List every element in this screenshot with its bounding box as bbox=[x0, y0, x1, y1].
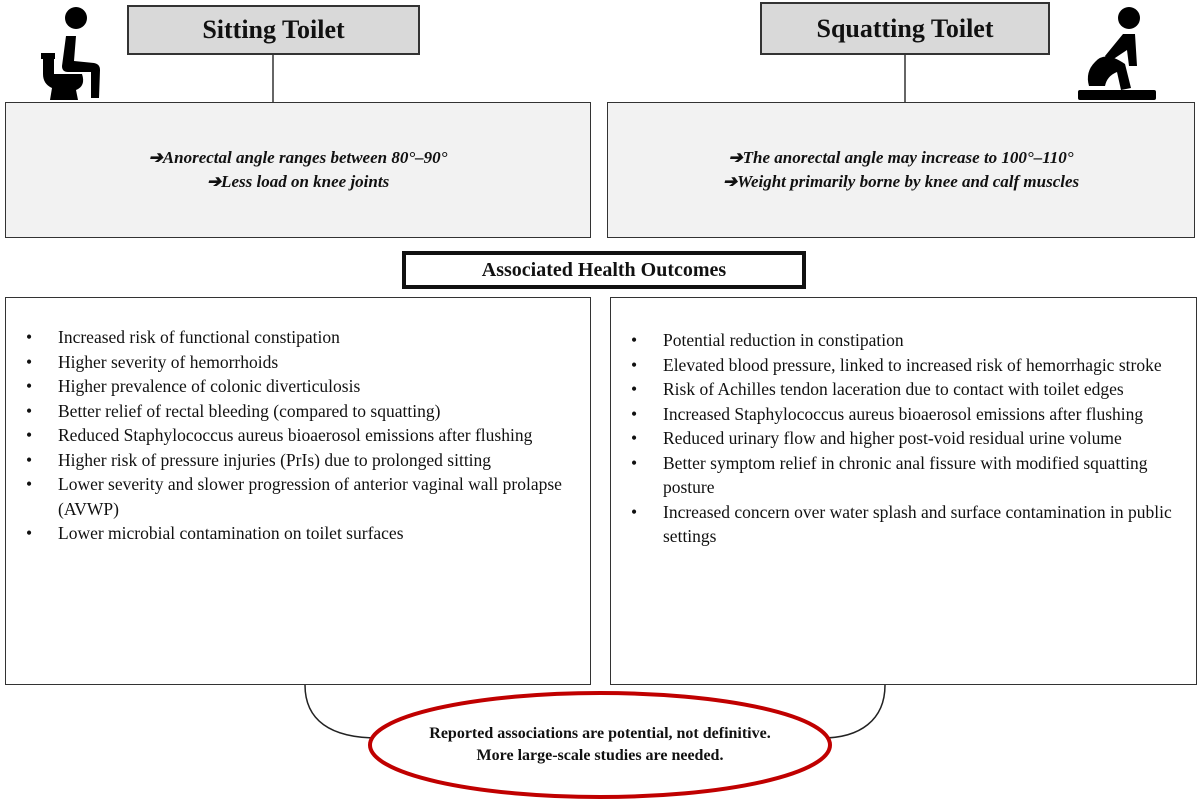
squatting-toilet-title: Squatting Toilet bbox=[760, 2, 1050, 55]
list-item: • Increased Staphylococcus aureus bioaerosol emissions after flushing bbox=[611, 402, 1196, 427]
list-item: • Better relief of rectal bleeding (compared to squatting) bbox=[6, 399, 590, 424]
list-item: • Lower microbial contamination on toilet surfaces bbox=[6, 521, 590, 546]
note-line: More large-scale studies are needed. bbox=[476, 747, 724, 764]
list-item: • Reduced urinary flow and higher post-void residual urine volume bbox=[611, 426, 1196, 451]
squatting-facts-box bbox=[607, 102, 1195, 238]
list-item: • Higher risk of pressure injuries (PrIs) due to prolonged sitting bbox=[6, 448, 590, 473]
note-line: Reported associations are potential, not definitive. bbox=[429, 725, 771, 742]
list-item: • Lower severity and slower progression of anterior vaginal wall prolapse (AVWP) bbox=[6, 472, 590, 521]
list-item: • Risk of Achilles tendon laceration due to contact with toilet edges bbox=[611, 377, 1196, 402]
list-item: • Potential reduction in constipation bbox=[611, 328, 1196, 353]
squatting-fact: ➔The anorectal angle may increase to 100°–110° bbox=[728, 148, 1074, 167]
associated-health-outcomes-heading: Associated Health Outcomes bbox=[402, 251, 806, 289]
squatting-fact: ➔Weight primarily borne by knee and calf muscles bbox=[722, 172, 1080, 191]
sitting-toilet-title: Sitting Toilet bbox=[127, 5, 420, 55]
sitting-fact: ➔Less load on knee joints bbox=[206, 172, 390, 191]
person-sitting-toilet-icon bbox=[36, 6, 106, 102]
list-item: • Reduced Staphylococcus aureus bioaerosol emissions after flushing bbox=[6, 423, 590, 448]
sitting-fact: ➔Anorectal angle ranges between 80°–90° bbox=[148, 148, 448, 167]
list-item: • Better symptom relief in chronic anal fissure with modified squatting posture bbox=[611, 451, 1196, 500]
list-item: • Increased risk of functional constipation bbox=[6, 325, 590, 350]
squatting-outcomes-box bbox=[610, 297, 1197, 685]
list-item: • Higher severity of hemorrhoids bbox=[6, 350, 590, 375]
person-squatting-icon bbox=[1075, 6, 1160, 102]
sitting-outcomes-box bbox=[5, 297, 591, 685]
sitting-facts-box bbox=[5, 102, 591, 238]
list-item: • Elevated blood pressure, linked to increased risk of hemorrhagic stroke bbox=[611, 353, 1196, 378]
list-item: • Higher prevalence of colonic diverticulosis bbox=[6, 374, 590, 399]
list-item: • Increased concern over water splash and surface contamination in public settings bbox=[611, 500, 1196, 549]
disclaimer-note bbox=[380, 705, 820, 785]
